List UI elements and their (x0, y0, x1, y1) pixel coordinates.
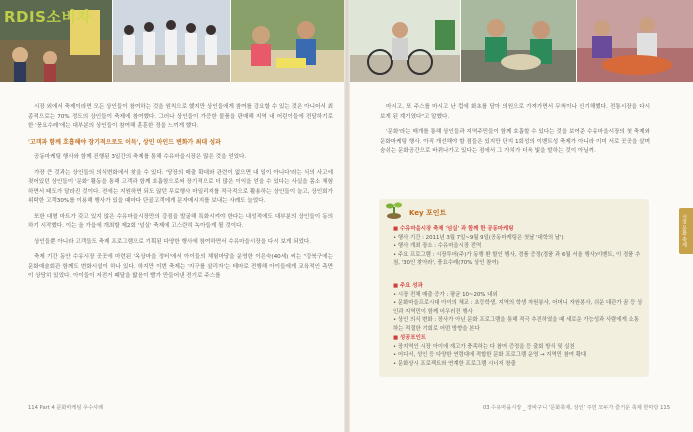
footer-left: 114 Part 4 문화마케팅 우수사례 (28, 405, 104, 411)
paragraph: 축제 기간 동안 수유시장 곳곳에 마련된 '옥상마을 정터'에서 아이들의 체험마당을 운영한 이은숙(40세) 씨는 "강북구에는 문화예술회관 함께도 변화시설이 하나 있다. 하지만 이번 축제는 '지구를 살리자'는 테마로 전행해 아이들에게 교육적인 측면이 상당히 있었다. 아이들이 저전거 페달을 밟음이 빨가 만들어낸 전기로 주스를 (28, 254, 333, 279)
key-line: • 어디서, 성인 등 다양한 연령대에 적합한 문화 프로그램 운영 → 지역민 참여 확대 (393, 352, 587, 359)
key-line: • 상인 의식 변화 : 장사가 아닌 문화 프로그램을 통해 적극 추진하였을 때 새로운 가능성과 사람에게 소통하는 적절한 기회로 어떤 방향을 본다 (393, 317, 639, 332)
paragraph: 또한 대형 마트가 갖고 있지 않은 수유마을시장만의 강점을 발굴해 특화시켜야 한다는 내성적에도 대부분의 상인들이 동의하기 시작했다. 이는 올 가을에 개최할 제2회 '넘실' 축제에 고스란히 녹아들게 될 것이다. (28, 213, 333, 229)
footer-right: 03 수유마을시장 _ 장바구니 '문화축제, 상인' 주민 모두가 즐거운 축제 한마당 115 (482, 405, 670, 411)
photo-festival-sign (0, 0, 112, 82)
paragraph: 마시고, 또 주스를 마시고 난 컵에 화초를 담아 의원으로 가져가면서 무척이나 신기해했다. 전통시장을 다시 보게 된 계기였다"고 말했다. (380, 104, 650, 120)
key-line: • 행사 개최 장소 : 수유마을시장 전역 (393, 243, 482, 250)
photo-students (113, 0, 230, 82)
key-section-heading: ■ 성공포인트 (393, 335, 427, 341)
key-line: • 시장 전체 매출 증가 : 평균 10~20% 내외 (393, 291, 498, 298)
key-section-3 (393, 334, 643, 368)
paragraph: 공동마케팅 행사와 함께 진행된 3일간의 축제를 통해 수유마을시장은 많은 것을 얻었다. (34, 154, 247, 160)
section-side-tab (679, 208, 693, 254)
key-line: • 주요 프로그램 : 시장투어(주)가 동행 환 할인 행사, 경품 증정(경품 과 6월 서울 행사)이벤트, 이 경품 추첨, '30인 찾아라', 풍요수레(70% 상인 참여) (393, 251, 641, 267)
left-page-body (28, 103, 333, 288)
key-points-title: Key 포인트 (409, 209, 447, 217)
photo-bicycle-blender (350, 0, 460, 82)
photo-children-craft (231, 0, 344, 82)
banner-text: RDIS소비자 (4, 8, 92, 26)
photo-market-food (577, 0, 693, 82)
key-section-heading: ■ 주요 성과 (393, 283, 423, 289)
photo-cooking (461, 0, 576, 82)
sprout-icon (383, 198, 405, 220)
paragraph: '문화'라는 매개를 통해 상인들과 지역주민들이 함께 호흡할 수 있다는 것을 보여준 수유마을시장의 첫 축제와 문화마케팅 행사. 아직 개선해야 할 점들은 있지만 단지 1회성의 이벤트성 축제가 아니라 이미 서로 곳곳을 살며 숨쉬는 문화공간으로 바뀌나가고 있다는 점에서 그 가치가 더욱 빛을 발하는 것이 아닐까. (380, 129, 650, 154)
paragraph: 상인들뿐 아니라 고객들도 축제 프로그램으로 기획된 다양한 행사에 참여하면서 수유마을시장을 다시 보게 되었다. (34, 238, 312, 245)
page-gutter (344, 0, 350, 432)
key-line: • 행사 기간 : 2011년 3월 7일~9월 9일(공동마케팅은 첫날 '대학의 날') (393, 234, 564, 241)
key-line: • 문화마을프로시대 아이의 체교 : 초등학생, 지역의 학생 자원봉사, 어머니 자원봉사, 쉬운 대관가 꿈 등 상인과 지역민이 함께 어우러진 행사 (393, 300, 643, 315)
paragraph: 시장 외에서 축제이라면 모든 상인들이 참여하는 것을 원칙으로 했지만 상인들에게 참여를 강요할 수 있는 것은 아니어서 최종적으로는 70% 정도의 상인들이 축제에 참여했다. 그러나 상인들이 가증한 물품을 판매해 지역 내 어린이들에 전달하기로 한 '풍요수레'에는 대부분의 상인들이 참여해 훈훈한 정을 느끼게 했다. (28, 104, 333, 129)
key-section-heading: ■ 수유마을시장 축제 '넘실' 과 함께 한 공동마케팅 (393, 226, 514, 232)
key-section-2 (393, 282, 643, 334)
key-line: • 장지역인 시장 아이에 재고가 충족하는 다 참여 증정을 등 출회 방식 및 실천 (393, 343, 575, 350)
paragraph: 가장 큰 것과는 상인들의 의식변화에서 찾을 수 있다. '당장의 매출 확대와 관련이 없으면 내 일이 아니다'라는 식의 사고에 젖어있던 상인들이 '문화' 활동을 통해 고객과 함께 호흡함으로써 장기적으로 더 많은 이익을 얻을 수 있다는 사실을 몸소 체험하면서 태도가 달라진 것이다. 전에는 지원하면 되도 않던 무료행사 마일리지를 적극적으로 활용하는 상인들이 늘고, 상인회가 위탁한 고객30%를 이용해 행사가 있을 때마다 단골고객에게 문자메시지를 보내는 사례도 늘었다. (28, 169, 333, 204)
section-subheading: '고객과 함께 호흡해야 장기적으로도 이득', 상인 마인드 변화가 최대 성과 (28, 138, 221, 146)
side-tab-label: 시장 문화 축제 (681, 214, 687, 248)
key-section-1 (393, 225, 643, 268)
right-page-body (380, 103, 650, 163)
key-line: • 문화상시 프로젝트와 연계한 프로그램 시너지 창출 (393, 360, 516, 367)
